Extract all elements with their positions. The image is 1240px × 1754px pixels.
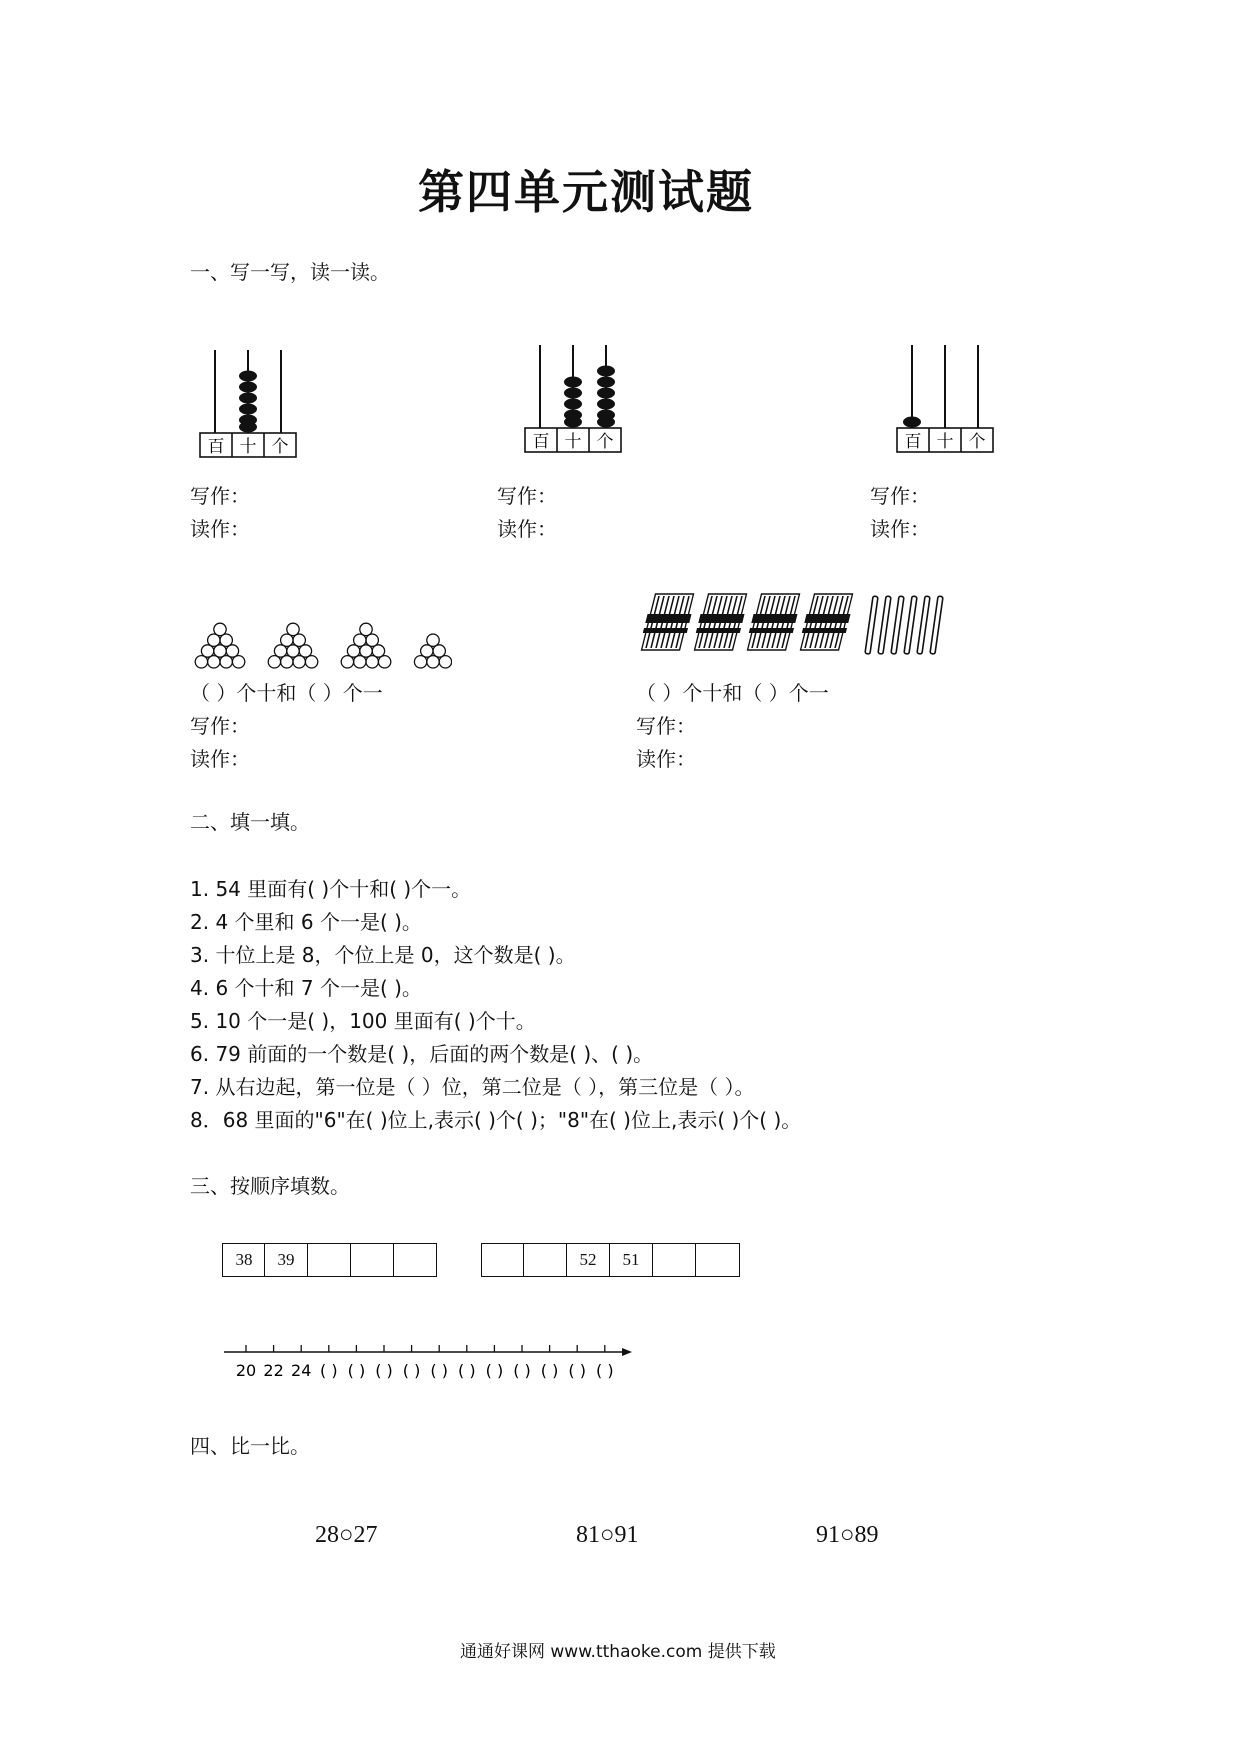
ball	[232, 656, 244, 668]
ball	[281, 656, 293, 668]
number-line-label[interactable]: ( )	[540, 1361, 559, 1380]
sequence-cell[interactable]	[350, 1244, 393, 1276]
ball	[305, 656, 317, 668]
question-6: 6. 79 前面的一个数是( )，后面的两个数是( )、( )。	[190, 1042, 654, 1066]
section4-heading: 四、比一比。	[190, 1434, 310, 1458]
abacus-1	[195, 345, 305, 460]
bundle-tie	[696, 628, 741, 633]
ball-group-of-ones	[414, 634, 451, 668]
loose-stick	[891, 596, 904, 654]
ball	[439, 656, 451, 668]
ball-group-of-ten	[195, 623, 245, 668]
ball	[341, 656, 353, 668]
ball-group-of-ten	[341, 623, 391, 668]
place-hundreds-label: 百	[532, 432, 550, 452]
number-line-label[interactable]: ( )	[375, 1361, 393, 1380]
question-2: 2. 4 个里和 6 个一是( )。	[190, 910, 422, 934]
bundle-tie	[751, 614, 797, 623]
ball	[220, 656, 232, 668]
stick-bundle	[639, 594, 697, 650]
number-line-label[interactable]: ( )	[458, 1361, 476, 1380]
loose-stick	[878, 596, 891, 654]
bundle-tie	[645, 614, 691, 623]
place-ones-label: 个	[596, 432, 614, 452]
number-line-label[interactable]: ( )	[513, 1361, 531, 1380]
ball	[293, 656, 305, 668]
sequence-cell[interactable]	[695, 1244, 738, 1276]
write-label: 写作：	[870, 484, 930, 508]
question-8: 8．68 里面的"6"在( )位上,表示( )个( )；"8"在( )位上,表示( )个( )。	[190, 1108, 802, 1132]
number-line-label: 22	[263, 1361, 284, 1380]
number-line-label[interactable]: ( )	[402, 1361, 421, 1380]
ball	[268, 656, 280, 668]
section1-heading: 一、写一写，读一读。	[190, 260, 390, 284]
abacus-beads-tens	[564, 377, 582, 428]
sequence-cell: 51	[609, 1244, 652, 1276]
sequence-cell[interactable]	[652, 1244, 695, 1276]
question-3: 3. 十位上是 8，个位上是 0，这个数是( )。	[190, 943, 576, 967]
bundle-tie	[802, 628, 847, 633]
compare-item-3: 91○89	[816, 1522, 879, 1548]
ball	[354, 656, 366, 668]
compare-item-1: 28○27	[315, 1522, 378, 1548]
place-tens-label: 十	[239, 437, 257, 457]
read-label: 读作：	[636, 747, 696, 771]
abacus-beads-tens	[239, 371, 257, 433]
stick-bundle	[745, 594, 803, 650]
ball	[427, 656, 439, 668]
stick-bundle	[798, 594, 856, 650]
page-title: 第四单元测试题	[418, 165, 754, 219]
place-hundreds-label: 百	[904, 432, 922, 452]
counting-sticks-picture	[633, 588, 963, 660]
bundle-tie	[804, 614, 850, 623]
read-label: 读作：	[497, 517, 557, 541]
read-label: 读作：	[870, 517, 930, 541]
sequence-cell[interactable]	[481, 1244, 524, 1276]
number-line	[222, 1340, 632, 1390]
footer-credit: 通通好课网 www.tthaoke.com 提供下载	[460, 1642, 776, 1662]
stick-bundle	[692, 594, 750, 650]
sequence-cell[interactable]	[393, 1244, 436, 1276]
sequence-cell[interactable]	[523, 1244, 566, 1276]
sequence-cell: 52	[566, 1244, 609, 1276]
tens-ones-caption-balls: （ ）个十和（ ）个一	[190, 681, 383, 705]
abacus-3	[892, 340, 1002, 455]
write-label: 写作：	[190, 714, 250, 738]
sequence-cell[interactable]	[307, 1244, 350, 1276]
bundle-tie	[749, 628, 794, 633]
write-label: 写作：	[497, 484, 557, 508]
place-tens-label: 十	[936, 432, 954, 452]
read-label: 读作：	[190, 747, 250, 771]
abacus-2	[520, 340, 630, 455]
ball	[208, 656, 220, 668]
number-line-label[interactable]: ( )	[485, 1361, 504, 1380]
compare-item-2: 81○91	[576, 1522, 639, 1548]
number-sequence-row-a	[222, 1243, 437, 1277]
question-4: 4. 6 个十和 7 个一是( )。	[190, 976, 422, 1000]
loose-stick	[904, 596, 917, 654]
ball	[366, 656, 378, 668]
question-7: 7. 从右边起，第一位是（ ）位，第二位是（ ），第三位是（ ）。	[190, 1075, 755, 1099]
ball	[195, 656, 207, 668]
question-1: 1. 54 里面有( )个十和( )个一。	[190, 877, 472, 901]
ball	[378, 656, 390, 668]
number-line-label[interactable]: ( )	[347, 1361, 366, 1380]
place-hundreds-label: 百	[207, 437, 225, 457]
sequence-cell: 39	[264, 1244, 307, 1276]
read-label: 读作：	[190, 517, 250, 541]
number-line-arrow-icon	[622, 1348, 632, 1356]
question-5: 5. 10 个一是( )，100 里面有( )个十。	[190, 1009, 536, 1033]
number-sequence-row-b	[481, 1243, 740, 1277]
place-ones-label: 个	[271, 437, 289, 457]
place-ones-label: 个	[968, 432, 986, 452]
abacus-beads-ones	[597, 366, 615, 428]
loose-stick	[917, 596, 930, 654]
tens-ones-caption-sticks: （ ）个十和（ ）个一	[636, 681, 829, 705]
section3-heading: 三、按顺序填数。	[190, 1174, 350, 1198]
number-line-label: 20	[235, 1361, 257, 1380]
number-line-label: 24	[291, 1361, 312, 1380]
section2-heading: 二、填一填。	[190, 810, 310, 834]
bundle-tie	[698, 614, 744, 623]
ball	[414, 656, 426, 668]
number-line-label[interactable]: ( )	[568, 1361, 586, 1380]
abacus-beads-hundreds	[903, 417, 921, 428]
number-line-label[interactable]: ( )	[320, 1361, 338, 1380]
number-line-label[interactable]: ( )	[596, 1361, 614, 1380]
bundle-tie	[643, 628, 688, 633]
write-label: 写作：	[636, 714, 696, 738]
loose-stick	[930, 596, 943, 654]
write-label: 写作：	[190, 484, 250, 508]
place-tens-label: 十	[564, 432, 582, 452]
counting-balls-picture	[192, 612, 452, 670]
number-line-label[interactable]: ( )	[430, 1361, 448, 1380]
ball-group-of-ten	[268, 623, 318, 668]
sequence-cell: 38	[222, 1244, 265, 1276]
loose-stick	[865, 596, 878, 654]
